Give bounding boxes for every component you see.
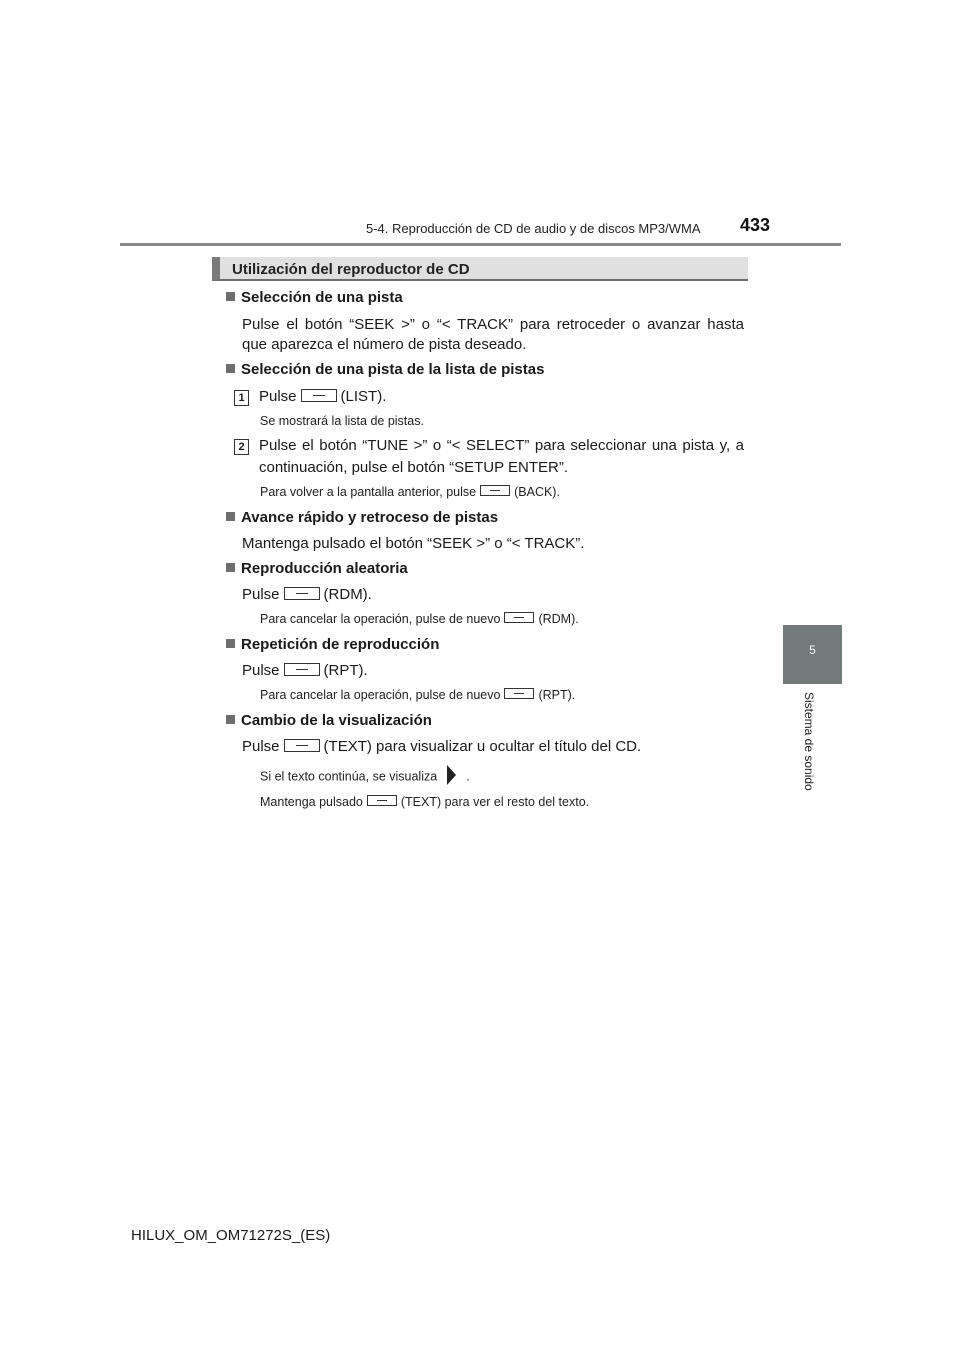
step1-text bbox=[259, 385, 386, 409]
bullet-square-icon bbox=[226, 292, 235, 301]
repeat-note-pre: Para cancelar la operación, pulse de nuevo bbox=[260, 688, 501, 702]
heading-text: Avance rápido y retroceso de pistas bbox=[241, 509, 499, 526]
step2-text-line1: Pulse el botón “TUNE >” o “< SELECT” para seleccionar una pista y, a bbox=[259, 437, 744, 454]
text-button-icon bbox=[284, 739, 320, 752]
display-note2-pre: Mantenga pulsado bbox=[260, 795, 363, 809]
repeat-pre: Pulse bbox=[242, 662, 280, 679]
repeat-post: (RPT). bbox=[323, 662, 368, 679]
document-code: HILUX_OM_OM71272S_(ES) bbox=[131, 1227, 331, 1244]
heading-text: Cambio de la visualización bbox=[241, 712, 432, 729]
display-post: (TEXT) para visualizar u ocultar el título del CD. bbox=[323, 738, 642, 755]
section-title: Utilización del reproductor de CD bbox=[212, 257, 748, 281]
display-note1-pre: Si el texto continúa, se visualiza bbox=[260, 769, 438, 784]
track-select-text-line1: Pulse el botón “SEEK >” o “< TRACK” para retroceder o avanzar hasta bbox=[242, 316, 744, 333]
heading-random bbox=[226, 560, 408, 577]
display-note1 bbox=[260, 767, 470, 787]
back-button-icon bbox=[480, 485, 510, 496]
chapter-number: 5 bbox=[809, 643, 816, 657]
repeat-text bbox=[242, 659, 368, 683]
heading-display bbox=[226, 712, 432, 729]
page-number: 433 bbox=[740, 215, 771, 235]
random-note-pre: Para cancelar la operación, pulse de nuevo bbox=[260, 612, 501, 626]
heading-repeat bbox=[226, 636, 439, 653]
display-pre: Pulse bbox=[242, 738, 280, 755]
step-badge-2: 2 bbox=[234, 439, 249, 455]
display-note2 bbox=[260, 795, 589, 809]
heading-fast-forward bbox=[226, 509, 498, 526]
step2-note bbox=[260, 485, 560, 499]
heading-text: Selección de una pista bbox=[241, 289, 403, 306]
step1-note: Se mostrará la lista de pistas. bbox=[260, 414, 424, 428]
rdm-button-icon bbox=[284, 587, 320, 600]
repeat-note bbox=[260, 688, 575, 702]
bullet-square-icon bbox=[226, 563, 235, 572]
bullet-square-icon bbox=[226, 639, 235, 648]
continue-arrow-icon bbox=[447, 765, 456, 785]
random-pre: Pulse bbox=[242, 586, 280, 603]
step1-pre: Pulse bbox=[259, 388, 297, 405]
step2-note-post: (BACK). bbox=[514, 485, 560, 499]
fast-forward-text: Mantenga pulsado el botón “SEEK >” o “< TRACK”. bbox=[242, 535, 585, 552]
heading-text: Repetición de reproducción bbox=[241, 636, 440, 653]
step1-post: (LIST). bbox=[340, 388, 387, 405]
heading-text: Selección de una pista de la lista de pistas bbox=[241, 361, 545, 378]
heading-track-select bbox=[226, 289, 403, 306]
bullet-square-icon bbox=[226, 364, 235, 373]
heading-list-select bbox=[226, 361, 544, 378]
rpt-button-icon bbox=[284, 663, 320, 676]
repeat-note-post: (RPT). bbox=[538, 688, 576, 702]
display-text bbox=[242, 735, 641, 759]
step2-text-line2: continuación, pulse el botón “SETUP ENTER”. bbox=[259, 459, 569, 476]
text-button-icon bbox=[367, 795, 397, 806]
chapter-title: Sistema de sonido bbox=[802, 692, 816, 791]
header-rule bbox=[120, 243, 841, 246]
heading-text: Reproducción aleatoria bbox=[241, 560, 408, 577]
random-note bbox=[260, 612, 579, 626]
bullet-square-icon bbox=[226, 512, 235, 521]
rpt-button-icon bbox=[504, 688, 534, 699]
rdm-button-icon bbox=[504, 612, 534, 623]
step-badge-1: 1 bbox=[234, 390, 249, 406]
list-button-icon bbox=[301, 389, 337, 402]
display-note2-post: (TEXT) para ver el resto del texto. bbox=[400, 795, 590, 809]
step2-note-pre: Para volver a la pantalla anterior, pulse bbox=[260, 485, 477, 499]
random-text bbox=[242, 583, 372, 607]
random-post: (RDM). bbox=[323, 586, 372, 603]
running-header: 5-4. Reproducción de CD de audio y de discos MP3/WMA bbox=[366, 221, 701, 236]
track-select-text-line2: que aparezca el número de pista deseado. bbox=[242, 336, 527, 353]
random-note-post: (RDM). bbox=[538, 612, 579, 626]
bullet-square-icon bbox=[226, 715, 235, 724]
display-note1-post: . bbox=[466, 769, 470, 784]
